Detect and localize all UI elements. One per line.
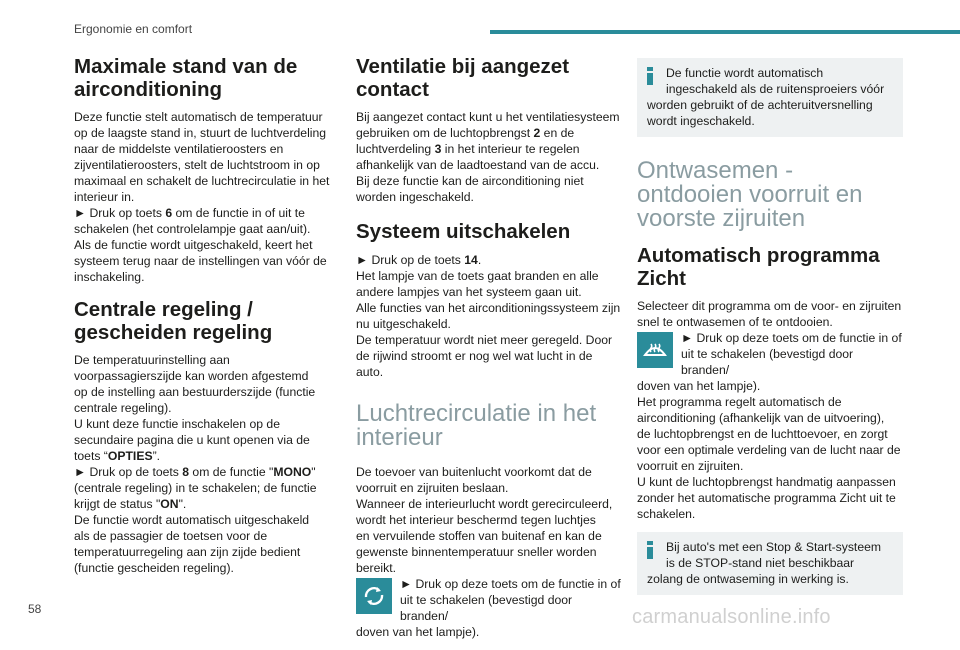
- step-line: ► Druk op toets 6 om de functie in of uit te: [74, 206, 305, 220]
- text-line: interieur in.: [74, 190, 135, 204]
- text-line: Het lampje van de toets gaat branden en alle: [356, 268, 599, 283]
- section-title: Ergonomie en comfort: [74, 22, 193, 36]
- text-line: Alle functies van het airconditioningssysteem zijn: [356, 300, 621, 315]
- text-line: nu uitgeschakeld.: [356, 316, 451, 331]
- paragraph-ventilation: [356, 109, 621, 205]
- text-line: Bij aangezet contact kunt u het ventilatiesysteem: [356, 110, 620, 124]
- heading-central-control: Centrale regeling / gescheiden regeling: [74, 298, 273, 344]
- text-line: voorruit en zijruiten.: [637, 459, 744, 473]
- air-recirculation-icon: [356, 578, 392, 614]
- text-line: systeem terug naar de instellingen van vóór de: [74, 254, 327, 268]
- paragraph-central-control: [74, 352, 332, 576]
- text-line: voor een optimale verdeling van de lucht naar de: [637, 443, 901, 457]
- info-note-stop-start: [637, 532, 903, 595]
- text-line: De toevoer van buitenlucht voorkomt dat de: [356, 464, 592, 479]
- text-line: temperatuurregeling aan zijn zijde bedient: [74, 545, 301, 559]
- text-line: wordt ingeschakeld.: [647, 114, 755, 128]
- text-line: schakelen (het controlelampje gaat aan/uit).: [74, 222, 311, 236]
- text-line: Deze functie stelt automatisch de temperatuur: [74, 110, 323, 124]
- paragraph-recirculation: [356, 464, 621, 576]
- text-line: ► Druk op deze toets om de functie in of: [681, 331, 902, 345]
- text-line: gebruiken om de luchtopbrengst 2 en de: [356, 126, 575, 140]
- text-line: Selecteer dit programma om de voor- en zijruiten: [637, 299, 902, 313]
- text-line: luchtverdeling 3 in het interieur te regelen: [356, 142, 580, 156]
- text-line: en vervuilende stoffen van buitenaf en kan de: [356, 528, 602, 543]
- text-line: gewenste binnentemperatuur sneller worden: [356, 544, 597, 559]
- info-icon: [647, 67, 653, 85]
- text-line: uit te schakelen (bevestigd door branden/: [681, 347, 854, 377]
- text-line: Bij auto's met een Stop & Start-systeem: [666, 540, 882, 554]
- text-line: auto.: [356, 364, 384, 379]
- text-line: De functie wordt automatisch: [666, 66, 824, 80]
- heading-defrost: Ontwasemen - ontdooien voorruit en voorste zijruiten: [637, 157, 863, 232]
- text-line: wordt het interieur beschermd tegen luchtjes: [356, 512, 596, 527]
- text-line: afhankelijk van de laadtoestand van de accu.: [356, 158, 600, 172]
- info-note-washer: [637, 58, 903, 137]
- paragraph-system-off: [356, 252, 621, 380]
- recirculation-step: [356, 576, 621, 624]
- step-line: ► Druk op de toets 14.: [356, 252, 482, 267]
- column-3: [637, 58, 903, 607]
- text-line: airconditioning (afhankelijk van de uitvoering),: [637, 411, 885, 425]
- text-line: inschakeling.: [74, 270, 145, 284]
- text-line: schakelen.: [637, 507, 696, 521]
- text-line: De temperatuurinstelling aan: [74, 353, 230, 367]
- text-line: zijventilatieroosters, stelt de luchtstroom in op: [74, 158, 320, 172]
- heading-ventilation: Ventilatie bij aangezet contact: [356, 55, 570, 101]
- text-line: doven van het lampje).: [356, 624, 480, 639]
- text-line: op de laagste stand in, stuurt de luchtverdeling: [74, 126, 327, 140]
- text-line: ► Druk op deze toets om de functie in of: [400, 576, 621, 591]
- column-1: [74, 56, 332, 586]
- status-line: krijgt de status "ON".: [74, 497, 187, 511]
- text-line: Het programma regelt automatisch de: [637, 395, 842, 409]
- text-line: centrale regeling).: [74, 401, 172, 415]
- info-icon: [647, 541, 653, 559]
- watermark: carmanualsonline.info: [632, 606, 831, 628]
- column-2: [356, 56, 621, 650]
- text-line: op de instelling aan bestuurderszijde (functie: [74, 385, 316, 399]
- heading-max-ac: Maximale stand van de airconditioning: [74, 55, 298, 101]
- text-line: de rijwind stroomt er nog wel wat lucht in de: [356, 348, 593, 363]
- header-accent-bar: [490, 30, 960, 34]
- text-line: Bij deze functie kan de airconditioning niet: [356, 174, 584, 188]
- text-line: U kunt deze functie inschakelen op de: [74, 417, 280, 431]
- page-number: 58: [28, 602, 42, 616]
- text-line: (centrale regeling) in te schakelen; de functie: [74, 481, 317, 495]
- text-line: De temperatuur wordt niet meer geregeld. Door: [356, 332, 613, 347]
- text-line: ingeschakeld als de ruitensproeiers vóór: [666, 82, 885, 96]
- text-line: (functie gescheiden regeling).: [74, 561, 234, 575]
- auto-visibility-rest: [637, 378, 903, 522]
- text-line: naar de middelste ventilatieroosters en: [74, 142, 284, 156]
- paragraph-max-ac: [74, 109, 332, 285]
- text-line: Wanneer de interieurlucht wordt gerecirculeerd,: [356, 496, 613, 511]
- heading-system-off: Systeem uitschakelen: [356, 220, 571, 243]
- text-line: andere lampjes van het systeem gaan uit.: [356, 284, 582, 299]
- step-line: ► Druk op de toets 8 om de functie "MONO": [74, 465, 316, 479]
- paragraph-auto-visibility: [637, 298, 903, 330]
- text-line: voorruit en zijruiten beslaan.: [356, 480, 509, 495]
- text-line: voorpassagierszijde kan worden afgestemd: [74, 369, 309, 383]
- text-line: doven van het lampje).: [637, 379, 761, 393]
- windscreen-demist-icon: [637, 332, 673, 368]
- options-line: toets “OPTIES”.: [74, 449, 161, 463]
- text-line: De functie wordt automatisch uitgeschakeld: [74, 513, 310, 527]
- text-line: is de STOP-stand niet beschikbaar: [666, 556, 855, 570]
- heading-recirculation: Luchtrecirculatie in het interieur: [356, 399, 597, 451]
- text-line: bereikt.: [356, 560, 396, 575]
- text-line: U kunt de luchtopbrengst handmatig aanpassen: [637, 475, 896, 489]
- text-line: zolang de ontwaseming in werking is.: [647, 572, 849, 586]
- auto-visibility-step: [637, 330, 903, 378]
- text-line: zonder het automatische programma Zicht uit te: [637, 491, 896, 505]
- text-line: snel te ontwasemen of te ontdooien.: [637, 315, 833, 329]
- text-line: maximaal en schakelt de luchtrecirculatie in het: [74, 174, 330, 188]
- text-line: Als de functie wordt uitgeschakeld, keert het: [74, 238, 313, 252]
- text-line: secundaire pagina die u kunt openen via de: [74, 433, 310, 447]
- text-line: worden gebruikt of de achteruitversnelling: [647, 98, 873, 112]
- text-line: worden ingeschakeld.: [356, 190, 474, 204]
- heading-auto-visibility: Automatisch programma Zicht: [637, 244, 880, 290]
- recirculation-after: [356, 624, 621, 640]
- text-line: als de passagier de toetsen voor de: [74, 529, 268, 543]
- text-line: uit te schakelen (bevestigd door branden/: [400, 592, 573, 623]
- text-line: de luchtopbrengst en de luchttoevoer, en zorgt: [637, 427, 888, 441]
